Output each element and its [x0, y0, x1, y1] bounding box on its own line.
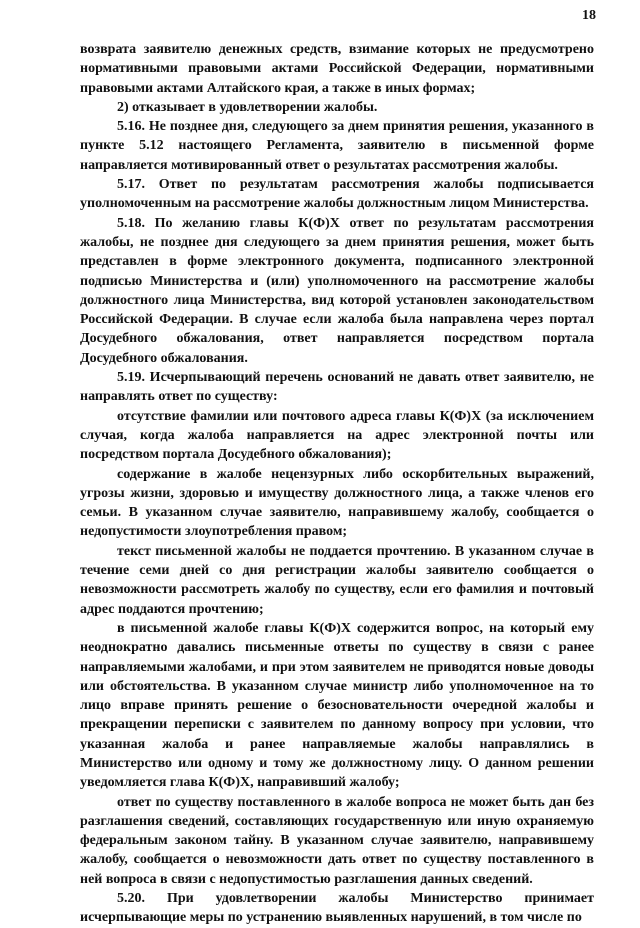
- paragraph: в письменной жалобе главы К(Ф)Х содержится вопрос, на который ему неоднократно давались письменные ответы по существу в связи с ранее направляемыми жалобами, и при этом заявителем не приводятся новые доводы или обстоятельства. В указанном случае министр либо уполномоченное на то лицо вправе принять решение о безосновательности очередной жалобы и прекращении переписки с заявителем по данному вопросу при условии, что указанная жалоба и ранее направляемые жалобы направлялись в Министерство или одному и тому же должностному лицу. О данном решении уведомляется глава К(Ф)Х, направивший жалобу;: [80, 620, 594, 791]
- paragraph: содержание в жалобе нецензурных либо оскорбительных выражений, угрозы жизни, здоровью и имуществу должностного лица, а также членов его семьи. В указанном случае заявителю, направившему жалобу, сообщается о недопустимости злоупотребления правом;: [80, 466, 594, 540]
- paragraph: 5.20. При удовлетворении жалобы Министерство принимает исчерпывающие меры по устранению выявленных нарушений, в том числе по: [80, 891, 594, 926]
- paragraph: 2) отказывает в удовлетворении жалобы.: [117, 99, 378, 115]
- paragraph: ответ по существу поставленного в жалобе вопроса не может быть дан без разглашения сведений, составляющих государственную или иную охраняемую федеральным законом тайну. В указанном случае заявителю, направившему жалобу, сообщается о невозможности дать ответ по существу поставленного в ней вопроса в связи с недопустимостью разглашения данных сведений.: [80, 794, 594, 887]
- paragraph: отсутствие фамилии или почтового адреса главы К(Ф)Х (за исключением случая, когда жалоба направляется на адрес электронной почты или посредством портала Досудебного обжалования);: [80, 408, 594, 463]
- paragraph: 5.17. Ответ по результатам рассмотрения жалобы подписывается уполномоченным на рассмотрение жалобы должностным лицом Министерства.: [80, 177, 594, 212]
- paragraph: 5.18. По желанию главы К(Ф)Х ответ по результатам рассмотрения жалобы, не позднее дня следующего за днем принятия решения, может быть представлен в форме электронного документа, подписанного электронной подписью Министерства и (или) уполномоченного на рассмотрение жалобы должностного лица Министерства, вид которой установлен законодательством Российской Федерации. В случае если жалоба была направлена через портал Досудебного обжалования, ответ направляется посредством портала Досудебного обжалования.: [80, 215, 594, 366]
- paragraph: возврата заявителю денежных средств, взимание которых не предусмотрено нормативными правовыми актами Российской Федерации, нормативными правовыми актами Алтайского края, а также в иных формах;: [80, 42, 594, 96]
- paragraph: 5.19. Исчерпывающий перечень оснований не давать ответ заявителю, не направлять ответ по существу:: [80, 370, 594, 405]
- paragraph: 5.16. Не позднее дня, следующего за днем принятия решения, указанного в пункте 5.12 настоящего Регламента, заявителю в письменной форме направляется мотивированный ответ о результатах рассмотрения жалобы.: [80, 119, 594, 173]
- page-number: 18: [582, 8, 596, 23]
- paragraph: текст письменной жалобы не поддается прочтению. В указанном случае в течение семи дней со дня регистрации жалобы заявителю сообщается о невозможности рассмотреть жалобу по существу, если его фамилия и почтовый адрес поддаются прочтению;: [80, 543, 594, 617]
- document-body: [80, 40, 594, 928]
